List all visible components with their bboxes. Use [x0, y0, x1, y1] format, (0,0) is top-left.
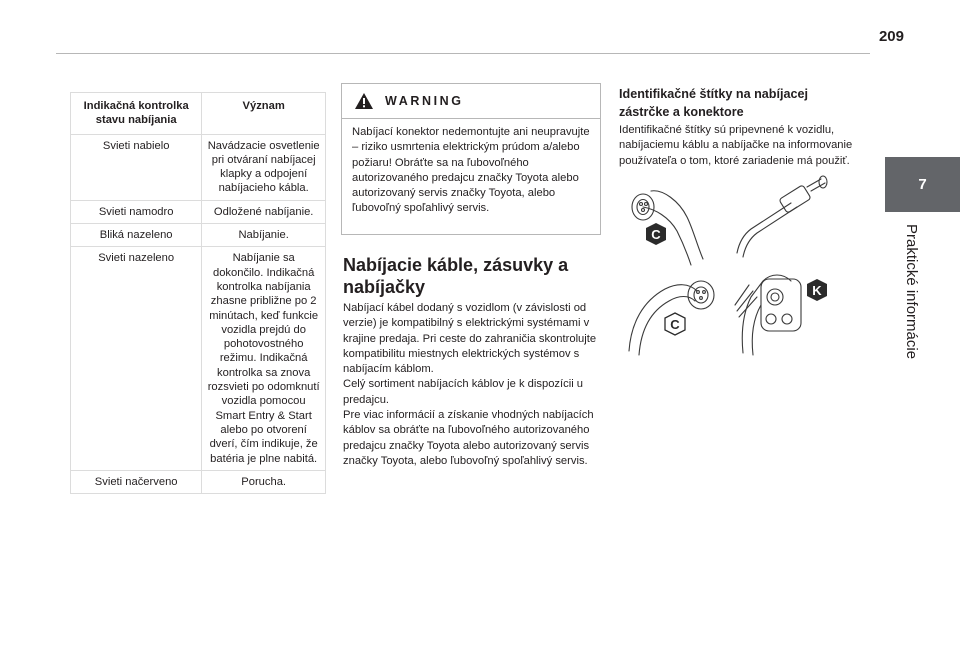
- table-row: [71, 247, 326, 470]
- charging-plug-illustration: [621, 173, 837, 359]
- labels-section-title: Identifikačné štítky na nabíjacej zástrčke a konektore: [619, 87, 808, 119]
- table-cell-meaning: Porucha.: [202, 470, 326, 493]
- table-cell-meaning: Nabíjanie sa dokončilo. Indikačná kontrolka nabíjania zhasne približne po 2 minútach, keď funkcie vozidla prejdú do pohotovostného režimu. Indikačná kontrolka sa znova rozsvieti po odomknutí vozidla pomocou Smart Entry & Start alebo po otvorení dverí, čím indikuje, že batéria je plne nabitá.: [202, 247, 326, 470]
- vehicle-inlet-drawing: [632, 191, 703, 265]
- chapter-title-vertical: [903, 224, 923, 464]
- warning-triangle-icon: [354, 92, 374, 110]
- warning-header: [342, 84, 600, 119]
- table-cell-status: Svieti načerveno: [71, 470, 202, 493]
- table-row: [71, 200, 326, 223]
- section-paragraph: Pre viac informácií a získanie vhodných nabíjacích káblov sa obráťte na ľubovoľného autorizovaného predajcu značky Toyota alebo autorizovaný servis značky Toyota, alebo ľubovoľný spoľahlivý servis.: [343, 409, 594, 467]
- label-k-text: K: [812, 283, 822, 298]
- table-cell-status: Svieti nabielo: [71, 134, 202, 200]
- section-title: Nabíjacie káble, zásuvky a nabíjačky: [343, 255, 569, 297]
- chapter-number: 7: [918, 176, 927, 193]
- table-row: [71, 134, 326, 200]
- chapter-tab[interactable]: [885, 157, 960, 212]
- table-header-row: [71, 93, 326, 135]
- label-c-outline-text: C: [670, 317, 680, 332]
- table-cell-status: Svieti namodro: [71, 200, 202, 223]
- table-cell-status: Svieti nazeleno: [71, 247, 202, 470]
- section-body: [343, 301, 605, 469]
- ccs-connector-drawing: [735, 275, 801, 355]
- warning-box: [341, 83, 601, 235]
- page-number: 209: [878, 28, 904, 45]
- table-row: [71, 224, 326, 247]
- table-header-status: Indikačná kontrolka stavu nabíjania: [71, 93, 202, 135]
- table-cell-meaning: Odložené nabíjanie.: [202, 200, 326, 223]
- section-paragraph: Celý sortiment nabíjacích káblov je k dispozícii u predajcu.: [343, 378, 584, 406]
- header-divider: [56, 53, 870, 54]
- warning-title: WARNING: [385, 94, 464, 108]
- table-cell-meaning: Navádzacie osvetlenie pri otváraní nabíjacej klapky a odpojení nabíjacieho kábla.: [202, 134, 326, 200]
- table-header-meaning: Význam: [202, 93, 326, 135]
- chapter-title: Praktické informácie: [903, 224, 920, 360]
- table-cell-status: Bliká nazeleno: [71, 224, 202, 247]
- charging-cable-drawing: [737, 176, 827, 257]
- section-paragraph: Nabíjací kábel dodaný s vozidlom (v závislosti od verzie) je kompatibilný s elektrickými systémami v krajine predaja. Pri ceste do zahraničia skontrolujte kompatibilitu miestnych elektrických systémov s nabíjacím káblom.: [343, 302, 597, 376]
- table-row: [71, 470, 326, 493]
- warning-text: Nabíjací konektor nedemontujte ani neupravujte – riziko usmrtenia elektrickým prúdom a/alebo požiaru! Obráťte sa na ľubovoľného autorizovaného predajcu značky Toyota alebo autorizovaný servis značky Toyota, alebo ľubovoľný spoľahlivý servis.: [352, 126, 590, 215]
- table-cell-meaning: Nabíjanie.: [202, 224, 326, 247]
- label-c-text: C: [651, 227, 661, 242]
- charging-status-table: [70, 92, 326, 494]
- labels-section-body: Identifikačné štítky sú pripevnené k vozidlu, nabíjaciemu káblu a nabíjačke na informovanie používateľa o tom, ktoré zariadenie má použiť.: [619, 124, 853, 167]
